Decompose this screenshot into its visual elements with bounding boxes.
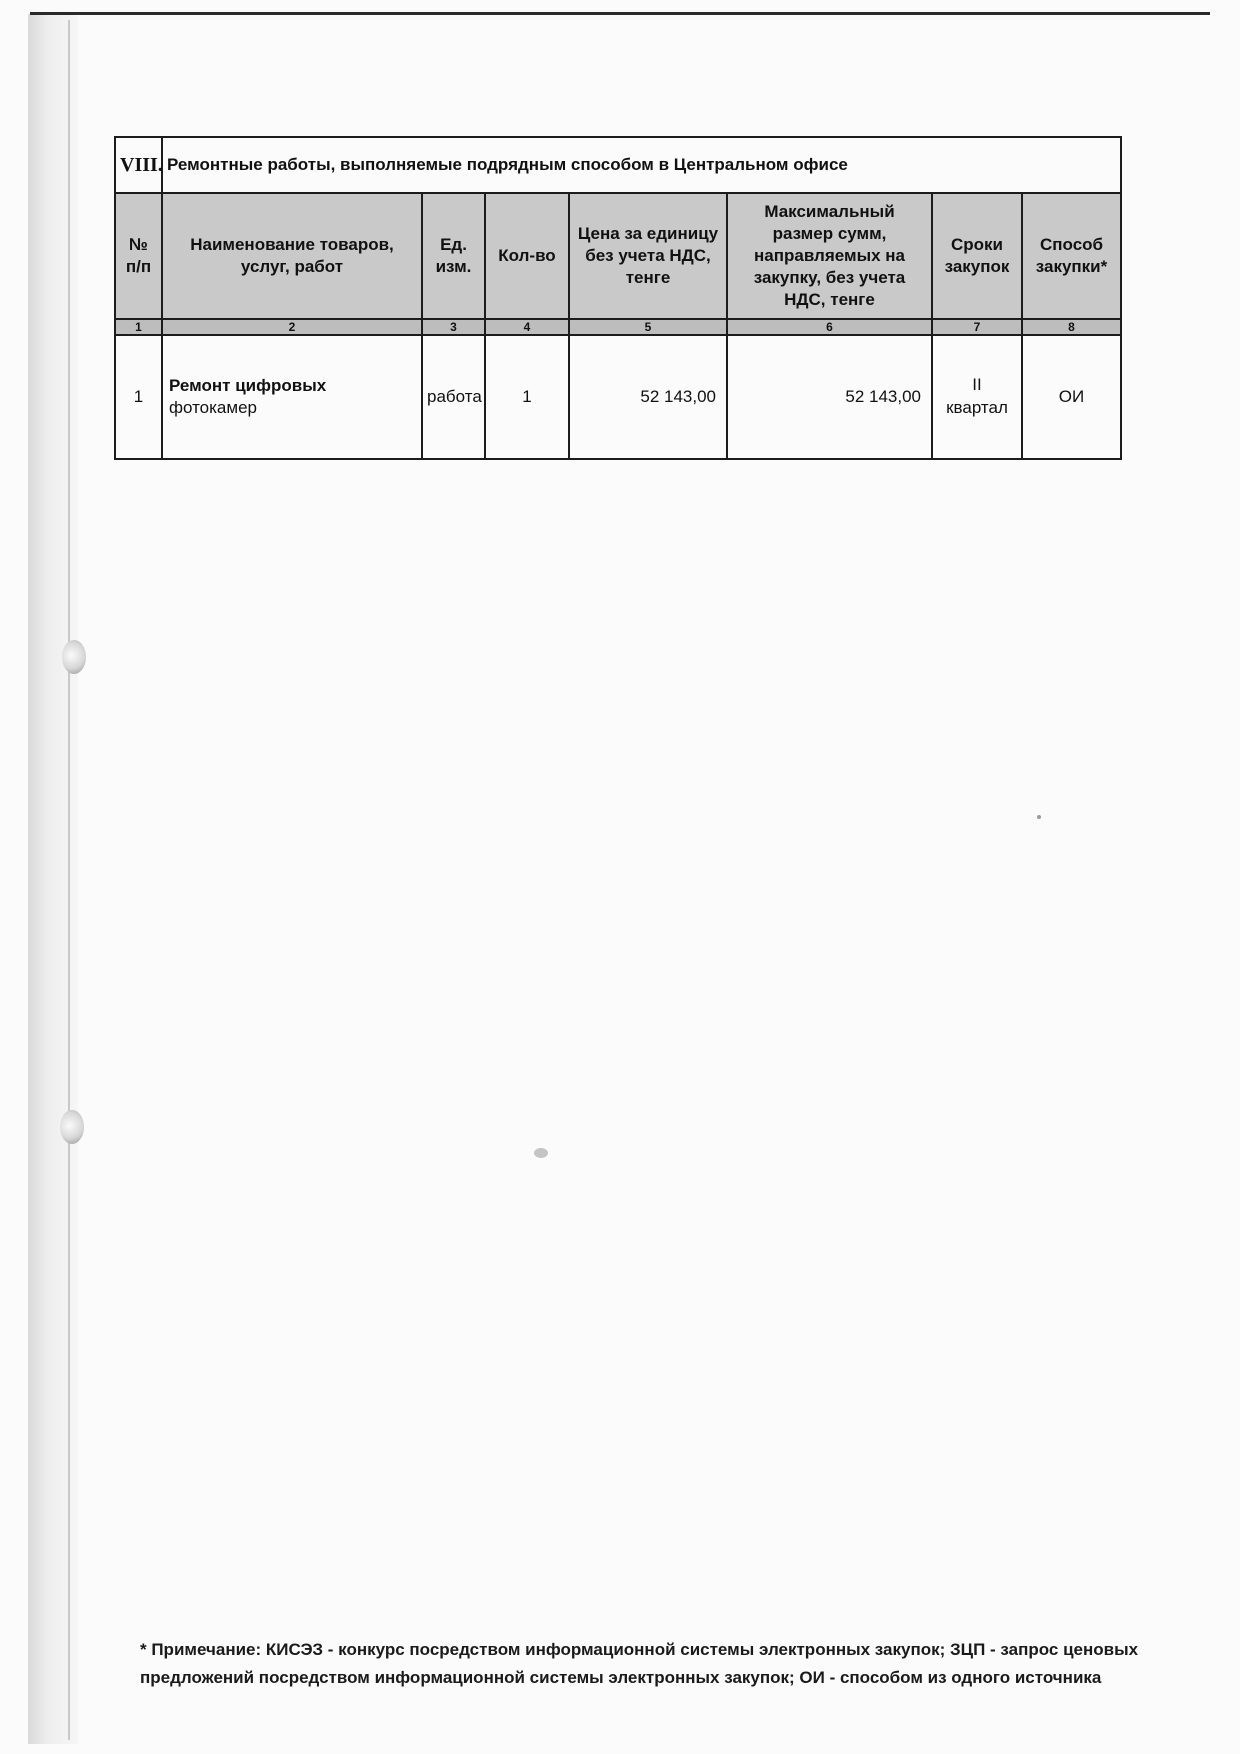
section-number: VIII.: [115, 137, 162, 193]
column-index: 3: [422, 319, 485, 335]
column-index: 2: [162, 319, 422, 335]
header-quantity: Кол-во: [485, 193, 569, 319]
column-index: 8: [1022, 319, 1121, 335]
column-index: 6: [727, 319, 932, 335]
column-index: 5: [569, 319, 727, 335]
item-max-amount: 52 143,00: [727, 335, 932, 459]
item-unit-price: 52 143,00: [569, 335, 727, 459]
item-period-cell: [932, 335, 1022, 459]
header-number: № п/п: [115, 193, 162, 319]
scan-top-edge: [30, 12, 1210, 15]
scan-smudge: [534, 1148, 548, 1158]
item-name-cell: [162, 335, 422, 459]
header-method: Способ закупки*: [1022, 193, 1121, 319]
header-max-amount: Максимальный размер сумм, направляемых на закупку, без учета НДС, тенге: [727, 193, 932, 319]
item-unit: работа: [422, 335, 485, 459]
column-header-row: [115, 193, 1121, 319]
item-name-main: Ремонт цифровых: [169, 375, 327, 395]
scan-speck: [1037, 815, 1041, 819]
column-index: 4: [485, 319, 569, 335]
item-quantity: 1: [485, 335, 569, 459]
header-unit: Ед. изм.: [422, 193, 485, 319]
punch-hole-bottom: [60, 1110, 84, 1144]
table-row: [115, 335, 1121, 459]
header-period: Сроки закупок: [932, 193, 1022, 319]
row-number: 1: [115, 335, 162, 459]
item-period-roman: II: [972, 375, 982, 395]
item-name-sub: фотокамер: [169, 398, 257, 417]
scan-left-edge: [28, 14, 78, 1744]
column-index: 7: [932, 319, 1022, 335]
footnote: * Примечание: КИСЭЗ - конкурс посредством информационной системы электронных закупок; ЗЦП - запрос ценовых предложений посредством информационной системы электронных закупок; ОИ - способом из одного источника: [140, 1640, 1139, 1688]
header-name: Наименование товаров, услуг, работ: [162, 193, 422, 319]
section-title: Ремонтные работы, выполняемые подрядным способом в Центральном офисе: [162, 137, 1121, 193]
item-period-label: квартал: [946, 398, 1008, 417]
item-method: ОИ: [1022, 335, 1121, 459]
column-index-row: [115, 319, 1121, 335]
section-header-row: [115, 137, 1121, 193]
column-index: 1: [115, 319, 162, 335]
scan-fold-line: [68, 20, 70, 1740]
procurement-table: [114, 136, 1122, 460]
punch-hole-top: [62, 640, 86, 674]
header-unit-price: Цена за единицу без учета НДС, тенге: [569, 193, 727, 319]
